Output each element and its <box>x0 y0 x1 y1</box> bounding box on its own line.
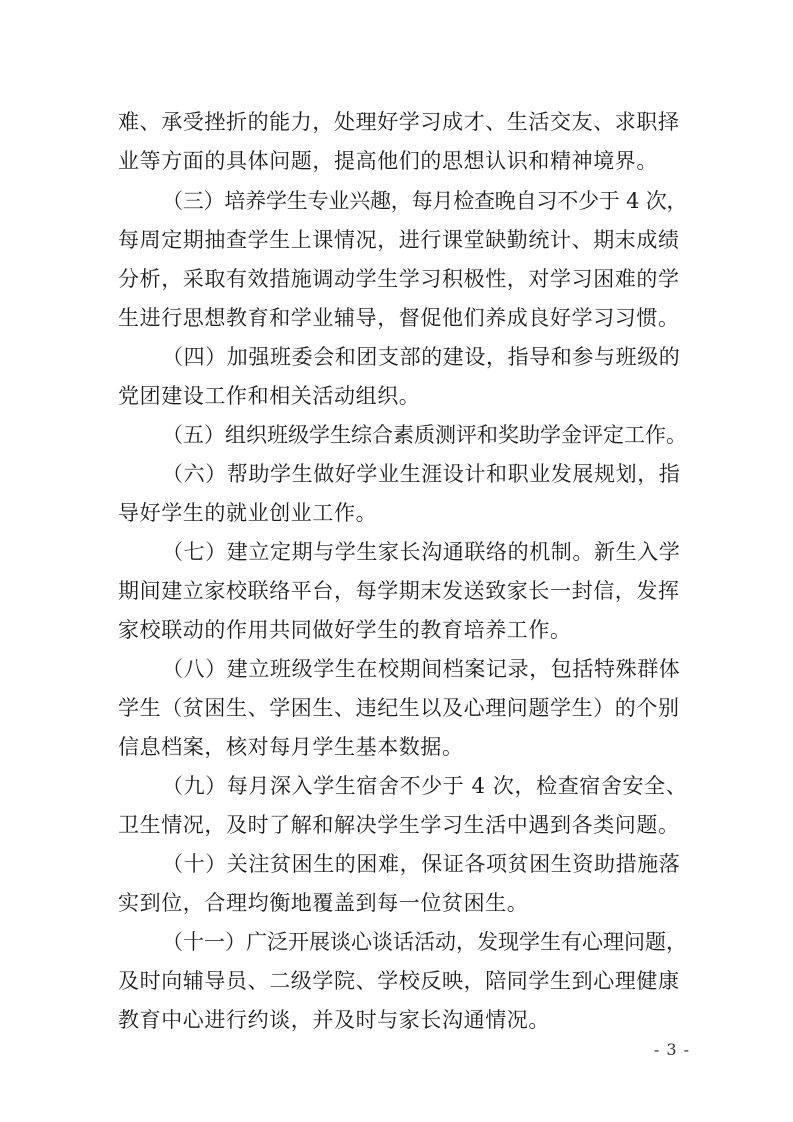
text-line: 学生（贫困生、学困生、违纪生以及心理问题学生）的个别 <box>118 696 680 720</box>
text-line: 分析，采取有效措施调动学生学习积极性，对学习困难的学 <box>118 267 680 291</box>
paragraph-5-start: （五）组织班级学生综合素质测评和奖助学金评定工作。 <box>162 423 687 447</box>
text-line: 家校联动的作用共同做好学生的教育培养工作。 <box>118 618 572 642</box>
paragraph-7-start: （七）建立定期与学生家长沟通联络的机制。新生入学 <box>162 540 681 564</box>
text-line: 导好学生的就业创业工作。 <box>118 501 378 525</box>
text-line: 信息档案，核对每月学生基本数据。 <box>118 735 464 759</box>
text-line: 难、承受挫折的能力，处理好学习成才、生活交友、求职择 <box>118 110 680 134</box>
text-line: 教育中心进行约谈，并及时与家长沟通情况。 <box>118 1008 550 1032</box>
text-line: 业等方面的具体问题，提高他们的思想认识和精神境界。 <box>118 149 658 173</box>
text-line: 卫生情况，及时了解和解决学生学习生活中遇到各类问题。 <box>118 813 680 837</box>
paragraph-10-start: （十）关注贫困生的困难，保证各项贫困生资助措施落 <box>162 852 681 876</box>
page-number: - 3 - <box>653 1040 690 1059</box>
text-line: 及时向辅导员、二级学院、学校反映，陪同学生到心理健康 <box>118 969 680 993</box>
paragraph-6-start: （六）帮助学生做好学业生涯设计和职业发展规划，指 <box>162 462 681 486</box>
text-line: 生进行思想教育和学业辅导，督促他们养成良好学习习惯。 <box>118 306 680 330</box>
paragraph-3-start: （三）培养学生专业兴趣，每月检查晚自习不少于 4 次， <box>162 189 688 213</box>
text-line: 每周定期抽查学生上课情况，进行课堂缺勤统计、期末成绩 <box>118 228 680 252</box>
paragraph-8-start: （八）建立班级学生在校期间档案记录，包括特殊群体 <box>162 657 681 681</box>
text-line: 实到位，合理均衡地覆盖到每一位贫困生。 <box>118 891 529 915</box>
paragraph-11-start: （十一）广泛开展谈心谈话活动，发现学生有心理问题， <box>162 930 687 954</box>
paragraph-4-start: （四）加强班委会和团支部的建设，指导和参与班级的 <box>162 345 681 369</box>
paragraph-9-start: （九）每月深入学生宿舍不少于 4 次，检查宿舍安全、 <box>162 774 688 798</box>
text-line: 期间建立家校联络平台，每学期末发送致家长一封信，发挥 <box>118 579 680 603</box>
text-line: 党团建设工作和相关活动组织。 <box>118 384 421 408</box>
